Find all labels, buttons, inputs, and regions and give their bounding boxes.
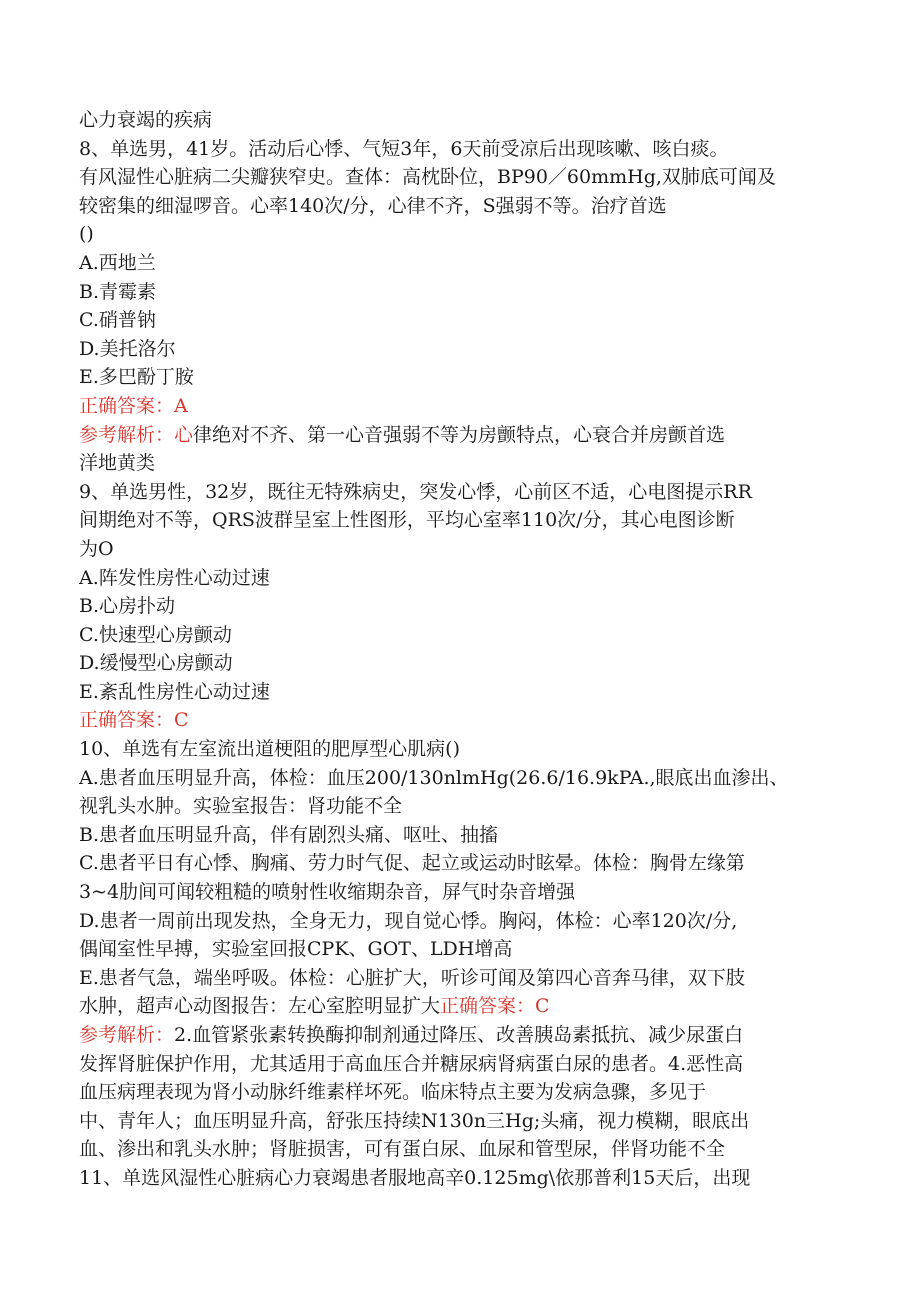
option-c: C.快速型心房颤动: [79, 623, 232, 646]
option-b: B.心房扑动: [79, 595, 176, 618]
option-d: D.患者一周前出现发热，全身无力，现自觉心悸。胸闷，体检：心率120次/分,: [79, 909, 738, 932]
text-line: 3~4肋间可闻较粗糙的喷射性收缩期杂音，屏气时杂音增强: [79, 881, 576, 904]
explanation-label: 参考解析：心: [79, 423, 194, 446]
explanation: [79, 1021, 839, 1050]
option-a: A.西地兰: [79, 251, 156, 274]
option-text: 水肿，超声心动图报告：左心室腔明显扩大: [79, 995, 441, 1018]
option-c: C.患者平日有心悸、胸痛、劳力时气促、起立或运动时眩晕。体检：胸骨左缘第: [79, 852, 745, 875]
correct-answer: [79, 706, 839, 735]
answer-value: A: [174, 394, 188, 417]
option-e: E.紊乱性房性心动过速: [79, 680, 270, 703]
question-9-stem: 9、单选男性，32岁，既往无特殊病史，突发心悸，心前区不适，心电图提示RR: [79, 480, 752, 503]
explanation-text: 律绝对不齐、第一心音强弱不等为房颤特点，心衰合并房颤首选: [193, 423, 726, 446]
text-line: 为O: [79, 537, 114, 560]
option-e: E.多巴酚丁胺: [79, 366, 194, 389]
text-line: 间期绝对不等，QRS波群呈室上性图形，平均心室率110次/分，其心电图诊断: [79, 509, 735, 532]
answer-value: C: [535, 995, 550, 1018]
option-d: D.美托洛尔: [79, 337, 176, 360]
text-line: 血压病理表现为肾小动脉纤维素样坏死。临床特点主要为发病急骤，多见于: [79, 1081, 707, 1104]
explanation-text: 2.血管紧张素转换酶抑制剂通过降压、改善胰岛素抵抗、减少尿蛋白: [174, 1024, 744, 1046]
question-11-stem: 11、单选风湿性心脏病心力衰竭患者服地高辛0.125mg\依那普利15天后，出现: [79, 1166, 751, 1189]
explanation-label: 参考解析：: [79, 1024, 175, 1046]
option-b: B.患者血压明显升高，伴有剧烈头痛、呕吐、抽搐: [79, 823, 499, 846]
answer-label: 正确答案：: [79, 709, 175, 732]
answer-label: 正确答案：: [79, 394, 175, 417]
text-line: 有风湿性心脏病二尖瓣狭窄史。查体：高枕卧位，BP90／60mmHg,双肺底可闻及: [79, 166, 776, 189]
explanation: [79, 421, 839, 450]
text-line-with-answer: [79, 992, 839, 1021]
text-line: 洋地黄类: [79, 452, 156, 475]
option-c: C.硝普钠: [79, 309, 156, 332]
answer-label: 正确答案：: [440, 995, 536, 1018]
text-line: 视乳头水肿。实验室报告：肾功能不全: [79, 795, 403, 818]
option-b: B.青霉素: [79, 280, 157, 303]
document-page: [79, 106, 839, 1193]
question-8-stem: 8、单选男，41岁。活动后心悸、气短3年，6天前受凉后出现咳嗽、咳白痰。: [79, 137, 729, 160]
option-e: E.患者气急，端坐呼吸。体检：心脏扩大，听诊可闻及第四心音奔马律，双下肢: [79, 966, 745, 989]
text-line: 血、渗出和乳头水肿；肾脏损害，可有蛋白尿、血尿和管型尿，伴肾功能不全: [79, 1138, 726, 1161]
text-line: 心力衰竭的疾病: [79, 109, 213, 131]
option-a: A.患者血压明显升高，体检：血压200/130nlmHg(26.6/16.9kPA.,眼底出血渗出、: [79, 766, 789, 789]
text-line: (): [79, 223, 94, 246]
correct-answer: [79, 392, 839, 421]
text-line: 中、青年人；血压明显升高，舒张压持续N130n三Hg;头痛，视力模糊，眼底出: [79, 1109, 750, 1132]
option-d: D.缓慢型心房颤动: [79, 652, 233, 675]
text-line: 发挥肾脏保护作用，尤其适用于高血压合并糖尿病肾病蛋白尿的患者。4.恶性高: [79, 1052, 744, 1075]
answer-value: C: [174, 709, 189, 732]
text-line: 较密集的细湿啰音。心率140次/分，心律不齐，S强弱不等。治疗首选: [79, 194, 667, 217]
text-line: 偶闻室性早搏，实验室回报CPK、GOT、LDH增高: [79, 938, 513, 961]
option-a: A.阵发性房性心动过速: [79, 566, 270, 589]
question-10-stem: 10、单选有左室流出道梗阻的肥厚型心肌病(): [79, 738, 461, 761]
